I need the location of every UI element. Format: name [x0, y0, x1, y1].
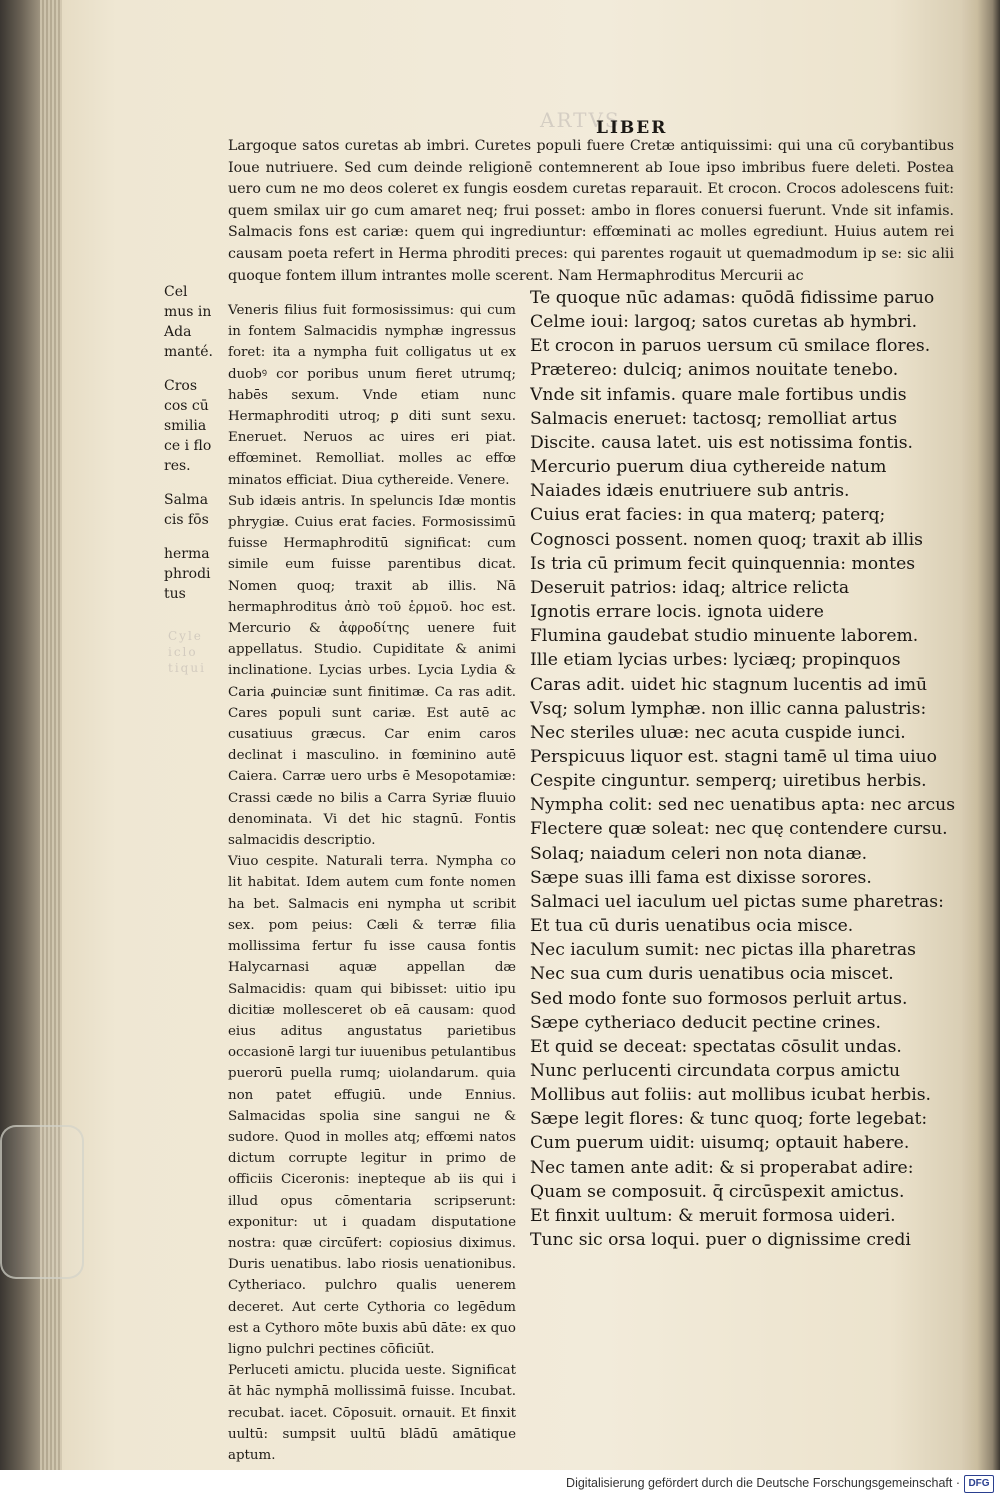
verse-line: Salmaci uel iaculum uel pictas sume pharetras: [530, 891, 944, 912]
verse-line: Flumina gaudebat studio minuente laborem. [530, 626, 919, 647]
verse-line: Nec tamen ante adit: & si properabat adire: [530, 1157, 914, 1178]
verse-line: Cespite cinguntur. semperq; uiretibus herbis. [530, 771, 927, 792]
verse-line: Sæpe cytheriaco deducit pectine crines. [530, 1012, 881, 1033]
verse-line: Flectere quæ soleat: nec quę contendere cursu. [530, 819, 948, 840]
margin-notes [164, 282, 216, 618]
verse-line: Naiades idæis enutriuere sub antris. [530, 481, 850, 502]
verse-line: Nunc perlucenti circundata corpus amictu [530, 1061, 901, 1081]
bookmark-clip [0, 1125, 84, 1279]
verse-line: Cognosci possent. nomen quoq; traxit ab illis [530, 529, 923, 550]
verse-column [530, 286, 960, 1252]
verse-line: Mollibus aut foliis: aut mollibus icubat herbis. [530, 1085, 931, 1106]
verse-line: Salmacis eneruet: tactosq; remolliat artus [530, 408, 898, 429]
verse-line: Solaq; naiadum celeri non nota dianæ. [530, 843, 868, 864]
verse-line: Tunc sic orsa loqui. puer o dignissime credi [530, 1230, 911, 1251]
verse-line: Nec sua cum duris uenatibus ocia miscet. [530, 964, 894, 985]
verse-line: Et quid se deceat: spectatas cōsulit undas. [530, 1036, 902, 1057]
verse-line: Nympha colit: sed nec uenatibus apta: nec arcus [530, 795, 956, 816]
verse-line: Deseruit patrios: idaq; altrice relicta [530, 577, 850, 598]
verse-line: Ille etiam lycias urbes: lyciæq; propinquos [530, 650, 901, 671]
margin-note-celmus: Cel mus in Ada manté. [164, 284, 213, 360]
bleedthrough-text: ARTVS [540, 108, 621, 132]
verse-line: Vnde sit infamis. quare male fortibus undis [530, 384, 907, 405]
verse-line: Vsq; solum lymphæ. non illic canna palustris: [530, 698, 927, 719]
verse-line: Et finxit uultum: & meruit formosa uideri. [530, 1205, 896, 1226]
verse-line: Nec steriles uluæ: nec acuta cuspide iunci. [530, 722, 906, 743]
commentary-paragraph: Sub idæis antris. In speluncis Idæ montis phrygiæ. Cuius erat facies. Formosissimū fuisse Hermaphroditū significat: cum simile eum fuisse parentibus dicat. Nomen quoq; traxit ab illis. Nā hermaphroditus ἀπὸ τοῦ ἑρμοῦ. hoc est. Mercurio & ἀφροδίτης uenere fuit appellatus. Studio. Cupiditate & animi inclinatione. Lycias urbes. Lycia Lydia & Caria ꝓuinciæ sunt finitimæ. Ca ras adit. Cares populi sunt cariæ. Est autē ac cusatiuus græcus. Car enim caros declinat i masculino. in fœminino autē Caiera. Carræ uero urbs ē Mesopotamiæ: Crassi cæde no bilis a Carra Syriæ fluuio denominata. Vi det hic stagnū. Fontis salmacidis descriptio. [228, 493, 516, 849]
commentary-paragraph: Perluceti amictu. plucida ueste. Significat āt hāc nymphā mollissimā fuisse. Incubat. recubat. iacet. Cōposuit. ornauit. Et finxit uultū: sumpsit uultū blādū amātique aptum. [228, 1363, 516, 1463]
verse-line: Cum puerum uidit: uisumq; optauit habere. [530, 1133, 910, 1154]
verse-line: Quam se composuit. q̄ circūspexit amictus. [530, 1181, 905, 1202]
verse-line: Sed modo fonte suo formosos perluit artus. [530, 988, 908, 1009]
verse-line: Sæpe legit flores: & tunc quoq; forte legebat: [530, 1109, 928, 1130]
verse-line: Et crocon in paruos uersum cū smilace flores. [530, 336, 931, 357]
verse-line: Celme ioui: largoq; satos curetas ab hymbri. [530, 312, 918, 333]
commentary-paragraph: Veneris filius fuit formosissimus: qui cum in fontem Salmacidis nymphæ ingressus foret: ita a nympha fuit colligatus ut ex duobꝰ cor poribus unum fieret utrumq; habēs sexum. Vnde etiam nunc Hermaphroditi utroq; ꝑ diti sunt sexu. Eneruet. Neruos ac uires eri piat. effœminet. Remolliat. molles ac effœ minatos efficiat. Diua cythereide. Venere. [228, 303, 516, 488]
dfg-logo[interactable]: DFG [964, 1475, 994, 1493]
margin-note-crocos: Cros cos cū smilia ce i flo res. [164, 378, 212, 474]
commentary-paragraph: Viuo cespite. Naturali terra. Nympha co lit habitat. Idem autem cum fonte nomen ha bet. Salmacis eni nympha ut scribit sex. pom peius: Cæli & terræ filia mollissima fertur fu isse causa fontis Halycarnasi aquæ appellan dæ Salmacidis: quam qui bibisset: uitio ipu dicitiæ mollesceret ob eā causam: quod eius aditus angustatus parietibus occasionē largi tur iuuenibus petulantibus puerorū puella rumq; uiolandarum. quia non patet effugiū. unde Ennius. Salmacidas spolia sine sangui ne & sudore. Quod in molles atq; effœmi natos dictum corrupte legitur in primo de officiis Ciceronis: inepteque ab iis qui i illud opus cōmentaria scripserunt: exponitur: ut i quadam disputatione nostra: quæ circūfert: copiosius diximus. Duris uenatibus. labo riosis uenationibus. Cytheriaco. pulchro qualis uenerem deceret. Aut certe Cythoria co legēdum est a Cythoro mōte buxis abū dāte: ex quo ligno pulchri pectines cōficiūt. [228, 854, 516, 1357]
page-header: LIBER [596, 118, 668, 138]
margin-note-salmacis: Salma cis fōs [164, 492, 209, 528]
verse-line: Discite. causa latet. uis est notissima fontis. [530, 432, 914, 453]
verse-line: Et tua cū duris uenatibus ocia misce. [530, 916, 854, 937]
verse-line: Perspicuus liquor est. stagni tamē ul tima uiuo [530, 746, 937, 767]
commentary-top-block [228, 136, 954, 287]
verse-line: Prætereo: dulciq; animos nouitate tenebo. [530, 360, 899, 381]
book-edge-right [962, 0, 1000, 1470]
bleedthrough-margin: Cyle iclo tiqui [168, 629, 206, 675]
verse-line: Mercurio puerum diua cythereide natum [530, 457, 887, 478]
verse-line: Is tria cū primum fecit quinquennia: montes [530, 553, 916, 574]
commentary-left-column [228, 300, 516, 1466]
verse-line: Sæpe suas illi fama est dixisse sorores. [530, 867, 872, 888]
commentary-paragraph: Largoque satos curetas ab imbri. Curetes populi fuere Cretæ antiquissimi: qui una cū corybantibus Ioue nutriuere. Sed cum deinde religionē contemnerent ab Ioue ipso imbribus fuere deleti. Postea uero cum ne mo deos coleret ex fungis eosdem curetas reparauit. Et crocon. Crocos adolescens fuit: quem smilax uir go cum amaret neq; frui posset: ambo in flores conuersi fuerunt. Vnde sit infamis. Salmacis fons est cariæ: quem qui ingrediuntur: effœminati ac molles egrediunt. Huius autem rei causam poeta refert in Herma phroditi preces: qui parentes rogauit ut quemadmodum ip se: sic alii quoque fontem illum intrantes molle scerent. Nam Hermaphroditus Mercurii ac [228, 138, 954, 284]
verse-line: Te quoque nūc adamas: quōdā fidissime paruo [530, 288, 935, 308]
verse-line: Nec iaculum sumit: nec pictas illa pharetras [530, 940, 916, 961]
dfg-credit: Digitalisierung gefördert durch die Deutsche Forschungsgemeinschaft · [566, 1476, 960, 1490]
verse-line: Caras adit. uidet hic stagnum lucentis ad imū [530, 674, 928, 695]
margin-note-hermaphroditus: herma phrodi tus [164, 546, 211, 602]
verse-line: Cuius erat facies: in qua materq; paterq; [530, 505, 886, 526]
verse-line: Ignotis errare locis. ignota uidere [530, 602, 824, 623]
